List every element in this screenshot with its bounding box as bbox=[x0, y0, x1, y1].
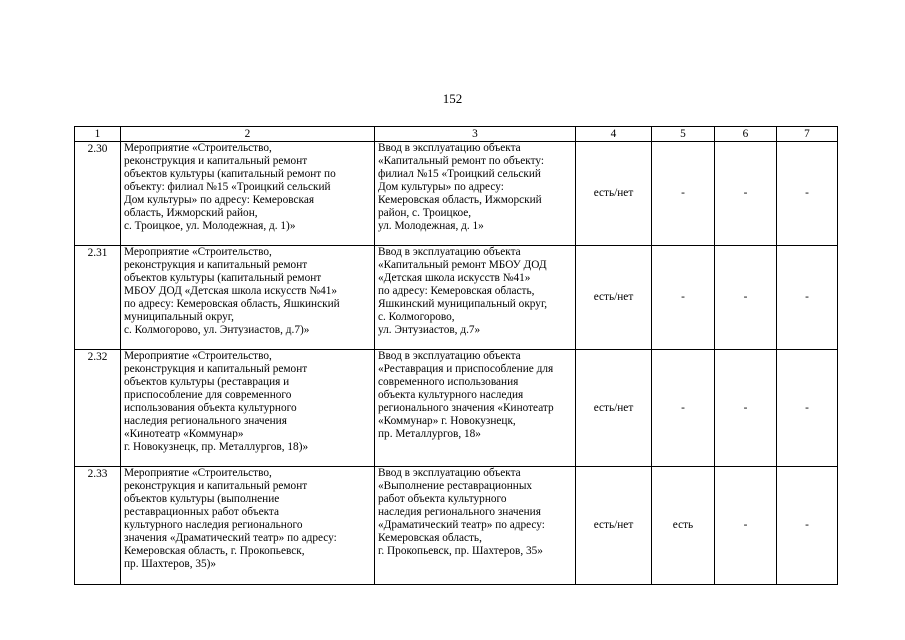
row-number: 2.33 bbox=[75, 467, 121, 585]
cell-col-4: есть/нет bbox=[576, 246, 652, 350]
table-row bbox=[75, 467, 838, 585]
row-number: 2.30 bbox=[75, 142, 121, 246]
header-cell-6: 6 bbox=[715, 127, 777, 142]
expected-result: Ввод в эксплуатацию объекта «Капитальный ремонт МБОУ ДОД «Детская школа искусств №41» по адресу: Кемеровская область, Яшкинский муниципальный округ, с. Колмогорово, ул. Энтузиастов, д.7» bbox=[375, 246, 576, 350]
header-cell-1: 1 bbox=[75, 127, 121, 142]
page-number: 152 bbox=[442, 91, 463, 106]
expected-result: Ввод в эксплуатацию объекта «Реставрация и приспособление для современного использования объекта культурного наследия регионального значения «Кинотеатр «Коммунар» г. Новокузнецк, пр. Металлургов, 18» bbox=[375, 350, 576, 467]
event-description: Мероприятие «Строительство, реконструкция и капитальный ремонт объектов культуры (капитальный ремонт МБОУ ДОД «Детская школа искусств №41» по адресу: Кемеровская область, Яшкинский муниципальный округ, с. Колмогорово, ул. Энтузиастов, д.7)» bbox=[121, 246, 375, 350]
event-description: Мероприятие «Строительство, реконструкция и капитальный ремонт объектов культуры (капитальный ремонт по объекту: филиал №15 «Троицкий сельский Дом культуры» по адресу: Кемеровская область, Ижморский район, с. Троицкое, ул. Молодежная, д. 1)» bbox=[121, 142, 375, 246]
cell-col-6: - bbox=[715, 350, 777, 467]
indicators-table bbox=[74, 126, 838, 585]
cell-col-7: - bbox=[777, 142, 838, 246]
cell-col-5: - bbox=[652, 246, 715, 350]
expected-result: Ввод в эксплуатацию объекта «Выполнение реставрационных работ объекта культурного наследия регионального значения «Драматический театр» по адресу: Кемеровская область, г. Прокопьевск, пр. Шахтеров, 35» bbox=[375, 467, 576, 585]
cell-col-7: - bbox=[777, 246, 838, 350]
cell-col-7: - bbox=[777, 350, 838, 467]
cell-col-6: - bbox=[715, 246, 777, 350]
row-number: 2.32 bbox=[75, 350, 121, 467]
cell-col-4: есть/нет bbox=[576, 467, 652, 585]
table-row bbox=[75, 246, 838, 350]
cell-col-6: - bbox=[715, 467, 777, 585]
header-cell-5: 5 bbox=[652, 127, 715, 142]
header-cell-4: 4 bbox=[576, 127, 652, 142]
cell-col-6: - bbox=[715, 142, 777, 246]
event-description: Мероприятие «Строительство, реконструкция и капитальный ремонт объектов культуры (выполнение реставрационных работ объекта культурного наследия регионального значения «Драматический театр» по адресу: Кемеровская область, г. Прокопьевск, пр. Шахтеров, 35)» bbox=[121, 467, 375, 585]
cell-col-7: - bbox=[777, 467, 838, 585]
cell-col-5: есть bbox=[652, 467, 715, 585]
table-header-row bbox=[75, 127, 838, 142]
event-description: Мероприятие «Строительство, реконструкция и капитальный ремонт объектов культуры (реставрация и приспособление для современного использования объекта культурного наследия регионального значения «Кинотеатр «Коммунар» г. Новокузнецк, пр. Металлургов, 18)» bbox=[121, 350, 375, 467]
header-cell-2: 2 bbox=[121, 127, 375, 142]
expected-result: Ввод в эксплуатацию объекта «Капитальный ремонт по объекту: филиал №15 «Троицкий сельский Дом культуры» по адресу: Кемеровская область, Ижморский район, с. Троицкое, ул. Молодежная, д. 1» bbox=[375, 142, 576, 246]
cell-col-4: есть/нет bbox=[576, 350, 652, 467]
cell-col-5: - bbox=[652, 142, 715, 246]
header-cell-3: 3 bbox=[375, 127, 576, 142]
header-cell-7: 7 bbox=[777, 127, 838, 142]
row-number: 2.31 bbox=[75, 246, 121, 350]
cell-col-5: - bbox=[652, 350, 715, 467]
table-row bbox=[75, 142, 838, 246]
cell-col-4: есть/нет bbox=[576, 142, 652, 246]
table-row bbox=[75, 350, 838, 467]
